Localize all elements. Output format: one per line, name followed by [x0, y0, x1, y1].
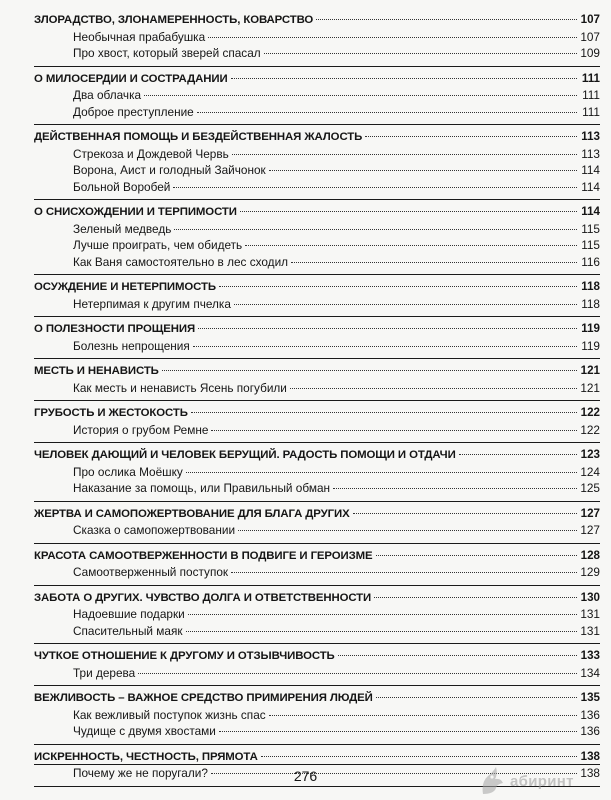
dot-leader [240, 211, 577, 212]
entry-page: 116 [581, 254, 600, 269]
toc-entry [34, 104, 600, 121]
section-page: 127 [580, 506, 600, 520]
toc-section-heading [34, 690, 600, 707]
toc-section-heading [34, 548, 600, 565]
toc-section [34, 644, 600, 686]
toc-section [34, 359, 600, 401]
dot-leader [188, 614, 577, 615]
entry-title: Про ослика Моёшку [73, 464, 183, 479]
dot-leader [269, 715, 577, 716]
section-page: 121 [580, 364, 600, 377]
dot-leader [193, 346, 577, 347]
dot-leader [232, 154, 577, 155]
toc-section [34, 317, 600, 359]
section-title: КРАСОТА САМООТВЕРЖЕННОСТИ В ПОДВИГЕ И ГЕРОИЗМЕ [34, 549, 373, 562]
section-page: 135 [580, 691, 600, 704]
entry-title: Больной Воробей [73, 179, 171, 194]
entry-title: Лучше проиграть, чем обидеть [73, 238, 243, 252]
entry-title: Болезнь непрощения [73, 338, 190, 353]
dot-leader [374, 597, 577, 598]
entry-page: 119 [581, 338, 600, 353]
dot-leader [365, 136, 577, 137]
entry-title: История о грубом Ремне [73, 422, 209, 437]
section-title: ЗЛОРАДСТВО, ЗЛОНАМЕРЕННОСТЬ, КОВАРСТВО [34, 14, 314, 26]
entry-title: Доброе преступление [73, 104, 194, 119]
entry-page: 136 [580, 724, 600, 738]
toc-entry [34, 623, 600, 640]
entry-page: 136 [580, 707, 600, 722]
dot-leader [264, 53, 577, 54]
toc-section-heading [34, 12, 600, 29]
dot-leader [174, 229, 577, 230]
section-title: ОСУЖДЕНИЕ И НЕТЕРПИМОСТЬ [34, 281, 216, 293]
dot-leader [291, 262, 577, 263]
toc-section-heading [34, 590, 600, 607]
dot-leader [208, 37, 577, 38]
toc-entry [34, 87, 600, 104]
dot-leader [333, 488, 577, 489]
entry-page: 121 [580, 380, 600, 395]
entry-page: 138 [580, 766, 600, 780]
entry-page: 122 [580, 422, 600, 437]
entry-page: 131 [580, 623, 600, 638]
entry-title: Зеленый медведь [73, 221, 172, 236]
toc-entry [34, 422, 600, 439]
toc-entry [34, 380, 600, 397]
table-of-contents [34, 8, 600, 787]
dot-leader [245, 245, 577, 246]
entry-page: 125 [580, 481, 600, 495]
entry-page: 124 [580, 464, 600, 479]
dot-leader [219, 731, 577, 732]
toc-section-heading [34, 71, 600, 88]
toc-section-heading [34, 129, 600, 146]
entry-page: 107 [580, 29, 600, 44]
toc-entry [34, 237, 600, 254]
toc-section [34, 200, 600, 275]
dot-leader [197, 112, 577, 113]
entry-title: Как Ваня самостоятельно в лес сходил [73, 254, 289, 269]
dot-leader [231, 572, 577, 573]
entry-title: Самоотверженный поступок [73, 565, 229, 579]
toc-section [34, 586, 600, 645]
section-title: ЧЕЛОВЕК ДАЮЩИЙ И ЧЕЛОВЕК БЕРУЩИЙ. РАДОСТЬ ПОМОЩИ И ОТДАЧИ [34, 449, 456, 461]
entry-page: 111 [582, 88, 600, 102]
toc-section [34, 443, 600, 502]
entry-page: 115 [581, 238, 600, 252]
section-title: ГРУБОСТЬ И ЖЕСТОКОСТЬ [34, 407, 188, 419]
entry-title: Почему же не поругали? [73, 766, 208, 780]
dot-leader [338, 655, 577, 656]
toc-section-heading [34, 506, 600, 523]
entry-title: Необычная прабабушка [73, 29, 206, 44]
entry-title: Два облачка [73, 88, 142, 102]
section-page: 123 [580, 448, 600, 461]
labirint-logo-icon [474, 764, 508, 798]
toc-entry [34, 45, 600, 62]
section-title: О МИЛОСЕРДИИ И СОСТРАДАНИИ [34, 72, 228, 85]
toc-entry [34, 564, 600, 581]
toc-entry [34, 606, 600, 623]
dot-leader [219, 286, 577, 287]
toc-entry [34, 338, 600, 355]
dot-leader [191, 412, 577, 413]
section-title: О ПОЛЕЗНОСТИ ПРОЩЕНИЯ [34, 323, 196, 335]
toc-section-heading [34, 648, 600, 665]
toc-entry [34, 522, 600, 539]
toc-section-heading [34, 363, 600, 380]
toc-section [34, 686, 600, 745]
labirint-watermark [474, 764, 574, 798]
entry-page: 118 [581, 296, 600, 311]
dot-leader [186, 472, 577, 473]
toc-section [34, 275, 600, 317]
toc-entry [34, 146, 600, 163]
entry-title: Ворона, Аист и голодный Зайчонок [73, 163, 266, 177]
toc-section [34, 8, 600, 67]
dot-leader [211, 430, 577, 431]
toc-section-heading [34, 321, 600, 338]
section-page: 122 [580, 406, 600, 419]
toc-section-heading [34, 447, 600, 464]
entry-page: 114 [581, 179, 600, 194]
section-page: 138 [580, 749, 600, 763]
toc-entry [34, 296, 600, 313]
dot-leader [162, 370, 577, 371]
toc-section [34, 67, 600, 126]
toc-entry [34, 221, 600, 238]
entry-page: 127 [580, 523, 600, 537]
entry-title: Надоевшие подарки [73, 607, 185, 621]
entry-page: 109 [580, 46, 600, 60]
section-page: 111 [581, 71, 600, 85]
dot-leader [198, 328, 577, 329]
dot-leader [231, 78, 577, 79]
entry-title: Три дерева [73, 665, 136, 680]
toc-entry [34, 162, 600, 179]
entry-title: Сказка о самопожертвовании [73, 523, 236, 537]
dot-leader [144, 95, 577, 96]
entry-title: Спасительный маяк [73, 623, 183, 638]
entry-page: 115 [581, 221, 600, 236]
dot-leader [186, 631, 577, 632]
entry-title: Как месть и ненависть Ясень погубили [73, 380, 287, 395]
toc-section [34, 544, 600, 586]
entry-page: 129 [580, 565, 600, 579]
watermark-text: абиринт [510, 772, 574, 790]
section-page: 113 [581, 130, 600, 143]
toc-entry [34, 480, 600, 497]
dot-leader [173, 187, 577, 188]
toc-section-heading [34, 405, 600, 422]
entry-page: 113 [581, 146, 600, 161]
entry-page: 114 [581, 163, 600, 177]
dot-leader [261, 756, 577, 757]
section-page: 130 [580, 590, 600, 604]
toc-section-heading [34, 279, 600, 296]
toc-entry [34, 29, 600, 46]
section-page: 118 [581, 280, 600, 293]
section-title: ЖЕРТВА И САМОПОЖЕРТВОВАНИЕ ДЛЯ БЛАГА ДРУГИХ [34, 507, 350, 520]
section-title: ИСКРЕННОСТЬ, ЧЕСТНОСТЬ, ПРЯМОТА [34, 750, 258, 763]
section-page: 133 [580, 649, 600, 662]
entry-title: Как вежливый поступок жизнь спас [73, 707, 266, 722]
dot-leader [234, 304, 577, 305]
dot-leader [376, 697, 577, 698]
section-title: О СНИСХОЖДЕНИИ И ТЕРПИМОСТИ [34, 206, 237, 218]
section-title: ЗАБОТА О ДРУГИХ. ЧУВСТВО ДОЛГА И ОТВЕТСТВЕННОСТИ [34, 591, 372, 604]
page-number: 276 [293, 768, 318, 784]
dot-leader [138, 673, 577, 674]
section-page: 114 [581, 205, 600, 218]
dot-leader [316, 19, 577, 20]
entry-title: Наказание за помощь, или Правильный обман [73, 481, 331, 495]
toc-entry [34, 707, 600, 724]
toc-section [34, 401, 600, 443]
section-page: 107 [580, 13, 600, 26]
toc-entry [34, 254, 600, 271]
toc-section-heading [34, 749, 600, 766]
dot-leader [290, 388, 577, 389]
entry-page: 111 [582, 104, 600, 119]
toc-entry [34, 723, 600, 740]
entry-title: Нетерпимая к другим пчелка [73, 296, 231, 311]
entry-title: Чудище с двумя хвостами [73, 724, 216, 738]
section-page: 119 [581, 322, 600, 335]
dot-leader [353, 513, 577, 514]
toc-section [34, 502, 600, 544]
section-title: ВЕЖЛИВОСТЬ – ВАЖНОЕ СРЕДСТВО ПРИМИРЕНИЯ ЛЮДЕЙ [34, 692, 373, 704]
toc-section [34, 125, 600, 200]
toc-section-heading [34, 204, 600, 221]
dot-leader [459, 454, 577, 455]
section-title: МЕСТЬ И НЕНАВИСТЬ [34, 365, 159, 377]
section-title: ЧУТКОЕ ОТНОШЕНИЕ К ДРУГОМУ И ОТЗЫВЧИВОСТЬ [34, 650, 335, 662]
dot-leader [269, 170, 577, 171]
entry-page: 134 [580, 665, 600, 680]
toc-entry [34, 665, 600, 682]
toc-entry [34, 179, 600, 196]
section-title: ДЕЙСТВЕННАЯ ПОМОЩЬ И БЕЗДЕЙСТВЕННАЯ ЖАЛОСТЬ [34, 131, 363, 143]
entry-title: Про хвост, который зверей спасал [73, 46, 261, 60]
dot-leader [238, 530, 577, 531]
toc-entry [34, 464, 600, 481]
entry-page: 131 [580, 607, 600, 621]
dot-leader [376, 555, 577, 556]
section-page: 128 [580, 548, 600, 562]
entry-title: Стрекоза и Дождевой Червь [73, 146, 229, 161]
